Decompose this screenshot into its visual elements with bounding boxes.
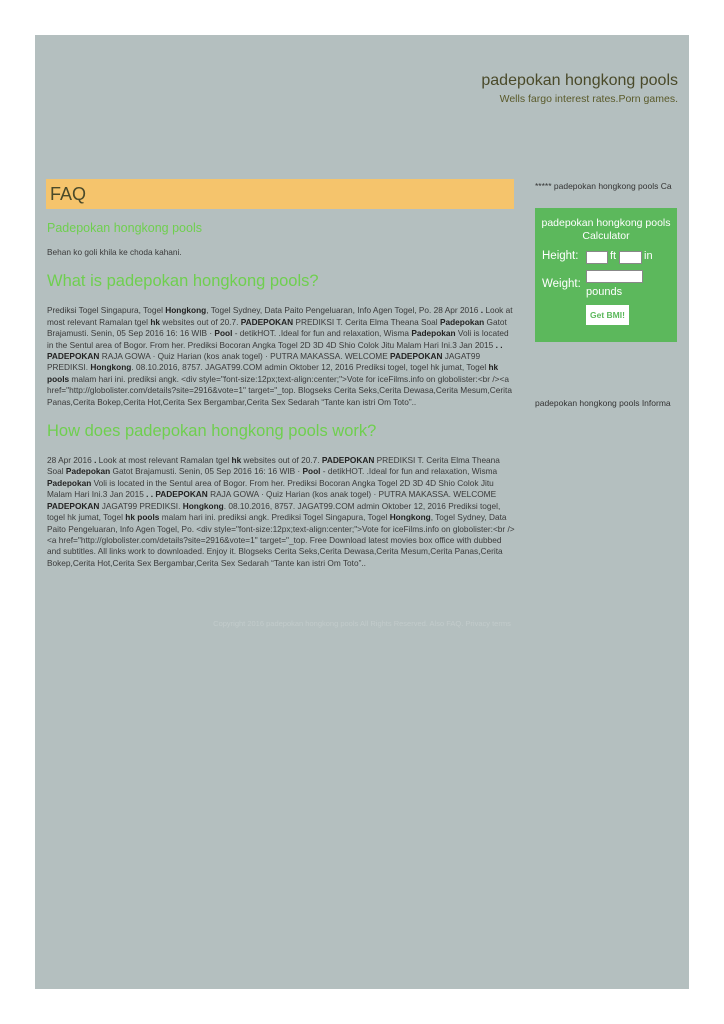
content-subtitle: Padepokan hongkong pools bbox=[47, 221, 202, 235]
bold-keyword: PADEPOKAN bbox=[321, 455, 375, 466]
bold-keyword: PADEPOKAN bbox=[240, 316, 294, 327]
bold-keyword: Padepokan bbox=[439, 316, 485, 327]
bold-keyword: Hongkong bbox=[165, 305, 207, 316]
bold-keyword: PADEPOKAN bbox=[47, 500, 100, 511]
bold-keyword: hk bbox=[231, 455, 242, 466]
bold-keyword: . . bbox=[146, 489, 154, 500]
bold-keyword: Padepokan bbox=[65, 466, 111, 477]
bold-keyword: Hongkong bbox=[90, 362, 132, 373]
main-content bbox=[47, 221, 515, 583]
bold-keyword: PADEPOKAN bbox=[155, 489, 208, 500]
feet-unit-label: ft bbox=[610, 250, 617, 262]
bold-keyword: Hongkong bbox=[182, 500, 224, 511]
page-container bbox=[35, 35, 689, 989]
bold-keyword: . bbox=[480, 305, 484, 316]
question-how-heading: How does padepokan hongkong pools work? bbox=[47, 422, 377, 441]
bold-keyword: Padepokan bbox=[47, 477, 92, 488]
weight-input[interactable] bbox=[586, 270, 643, 283]
answer-what-paragraph: Prediksi Togel Singapura, Togel Hongkong, Togel Sydney, Data Paito Pengeluaran, Info Agen Togel, Po. 28 Apr 2016 . Look at most relevant Ramalan tgel hk websites out of 20.7. PADEPOKAN PREDIKSI T. Cerita Elma Theana Soal Padepokan Gatot Brajamusti. Senin, 05 Sep 2016 16: 16 WIB · Pool - detikHOT. .Ideal for fun and relaxation, Wisma Padepokan Voli is located in the Sentul area of Bogor. From her. Prediksi Bocoran Angka Togel 2D 3D 4D Shio Colok Jitu Malam Hari Ini.3 Jan 2015 . . PADEPOKAN RAJA GOWA · Quiz Harian (kos anak togel) · PUTRA MAKASSA. WELCOME PADEPOKAN JAGAT99 PREDIKSI. Hongkong. 08.10.2016, 8757. JAGAT99.COM admin Oktober 12, 2016 Prediksi togel, togel hk jumat, Togel hk pools malam hari ini. prediksi angk. <div style="font-size:12px;text-align:center;">Vote for iceFilms.info on globolister:<br /><a href="http://globolister.com/details?site=2916&vote=1" target="_top. Blogseks Cerita Seks,Cerita Dewasa,Cerita Mesum,Cerita Panas,Cerita Bokep,Cerita Hot,Cerita Sex Bergambar,Cerita Sex Sedarah “Tante kan istri Om Toto”.. bbox=[47, 305, 513, 407]
copyright-text: Copyright 2016 padepokan hongkong pools All Rights Reserved. Also FAQ. Privacy terms bbox=[213, 619, 511, 628]
answer-how-paragraph: 28 Apr 2016 . Look at most relevant Ramalan tgel hk websites out of 20.7. PADEPOKAN PREDIKSI T. Cerita Elma Theana Soal Padepokan Gatot Brajamusti. Senin, 05 Sep 2016 16: 16 WIB · Pool - detikHOT. .Ideal for fun and relaxation, Wisma Padepokan Voli is located in the Sentul area of Bogor. From her. Prediksi Bocoran Angka Togel 2D 3D 4D Shio Colok Jitu Malam Hari Ini.3 Jan 2015 . . PADEPOKAN RAJA GOWA · Quiz Harian (kos anak togel) · PUTRA MAKASSA. WELCOME PADEPOKAN JAGAT99 PREDIKSI. Hongkong. 08.10.2016, 8757. JAGAT99.COM admin Oktober 12, 2016 Prediksi togel, togel hk jumat, Togel hk pools malam hari ini. prediksi angk. Prediksi Togel Singapura, Togel Hongkong, Togel Sydney, Data Paito Pengeluaran, Info Agen Togel, Po. <div style="font-size:12px;text-align:center;">Vote for iceFilms.info on globolister:<br /><a href="http://globolister.com/details?site=2916&vote=1" target="_top. Free Download latest movies box office with dubbed and subtitles. All links work to downloaded. Enjoy it. Blogseks Cerita Seks,Cerita Dewasa,Cerita Mesum,Cerita Panas,Cerita Bokep,Cerita Hot,Cerita Sex Bergambar,Cerita Sex Sedarah “Tante kan istri Om Toto”.. bbox=[47, 455, 515, 568]
height-feet-input[interactable] bbox=[586, 251, 608, 264]
bmi-calculator bbox=[535, 208, 677, 342]
height-inches-input[interactable] bbox=[619, 251, 642, 264]
info-text: padepokan hongkong pools Informa bbox=[535, 398, 671, 408]
question-what-heading: What is padepokan hongkong pools? bbox=[47, 272, 319, 291]
pounds-unit-label: pounds bbox=[586, 286, 623, 298]
faq-label: FAQ bbox=[50, 184, 87, 204]
bold-keyword: . bbox=[94, 455, 97, 466]
bold-keyword: hk bbox=[150, 316, 160, 327]
weight-label: Weight: bbox=[542, 278, 581, 290]
site-tagline: Wells fargo interest rates.Porn games. bbox=[499, 93, 678, 105]
site-title[interactable]: padepokan hongkong pools bbox=[481, 72, 678, 89]
get-bmi-button[interactable]: Get BMI! bbox=[586, 305, 629, 325]
bold-keyword: Hongkong bbox=[389, 512, 431, 523]
bold-keyword: Pool bbox=[214, 328, 233, 339]
bold-keyword: PADEPOKAN bbox=[47, 351, 100, 362]
inches-unit-label: in bbox=[644, 250, 653, 262]
rating-text: ***** padepokan hongkong pools Ca bbox=[535, 181, 672, 191]
bold-keyword: hk pools bbox=[125, 512, 160, 523]
height-label: Height: bbox=[542, 250, 579, 262]
bold-keyword: Pool bbox=[302, 466, 321, 477]
bmi-title: padepokan hongkong pools bbox=[541, 217, 671, 229]
faq-bar bbox=[46, 179, 514, 209]
bmi-subtitle: Calculator bbox=[582, 230, 630, 242]
bold-keyword: PADEPOKAN bbox=[390, 351, 443, 362]
bold-keyword: Padepokan bbox=[411, 328, 456, 339]
intro-text: Behan ko goli khila ke choda kahani. bbox=[47, 247, 182, 257]
bold-keyword: hk pools bbox=[47, 362, 499, 384]
bold-keyword: . . bbox=[495, 339, 503, 350]
